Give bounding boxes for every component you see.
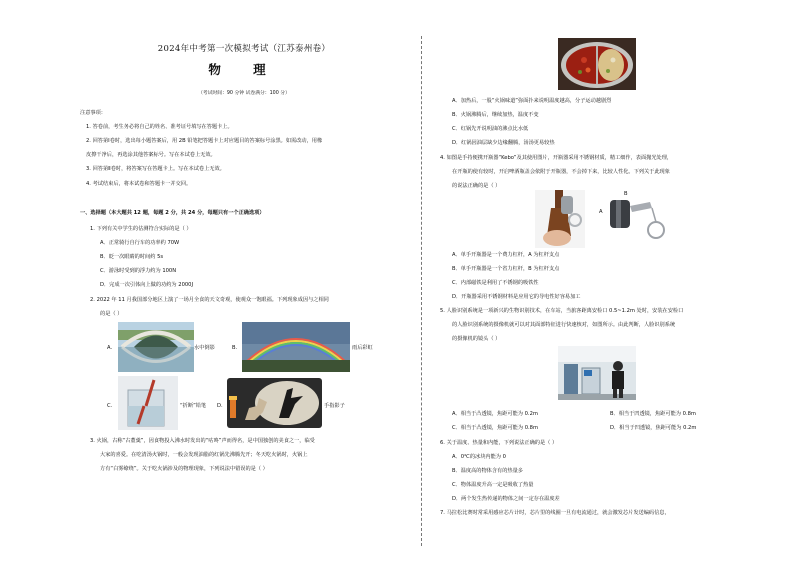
- bottle-opener-diagram: [606, 196, 666, 242]
- question-3-option-a: A．加热后，一股“火锅味道”弥面扑来说明温度越高，分子运动越剧烈: [452, 98, 612, 104]
- exam-title: 2024年中考第一次模拟考试（江苏泰州卷）: [157, 44, 331, 54]
- hand-shadow-image: [227, 378, 322, 428]
- question-3-line: 大家的喜爱。在吃清汤火锅时，一般会发现油脂的红锅先沸腾先开；冬天吃火锅时，火锅上: [100, 452, 308, 458]
- note-item: 1. 答卷前，考生务必将自己的姓名、准考证号填写在答题卡上。: [86, 124, 233, 130]
- pencil-in-glass-image: [118, 376, 178, 430]
- question-2-option-a: A.: [107, 345, 113, 351]
- question-1-stem: 1. 下列有关中学生的估测符合实际的是（ ）: [90, 226, 192, 232]
- question-6-stem: 6. 关于温度、热量和内能，下列说法正确的是（ ）: [440, 440, 558, 446]
- note-item: 3. 回答第Ⅱ卷时，将答案写在答题卡上。写在本试卷上无效。: [86, 166, 225, 172]
- question-1-option-d: D．完成一次引体向上做的功约为 2000J: [100, 282, 194, 288]
- question-3-line: 3. 火锅，古称“古董羹”，因食物投入沸水时发出的“咕咚”声而得名，是中国独创的美食之一，临受: [90, 438, 315, 444]
- bottle-opener-photo: [535, 190, 585, 248]
- question-1-option-b: B．眨一次眼睛的时间约 5s: [100, 254, 164, 260]
- exam-meta: （考试时间：90 分钟 试卷满分：100 分）: [198, 91, 290, 96]
- question-3-line: 方有“白雾缭绕”。关于吃火锅涉及的物理现象，下列说法中错误的是（ ）: [100, 466, 268, 472]
- question-5-line: 的人脸识别系统的摄像机就可以对其面部特征进行快速核对，如图所示。由此判断，人脸识别系统: [452, 322, 676, 328]
- question-5-option-b: B．相当于凹透镜，焦距可能为 0.8m: [610, 411, 696, 417]
- question-5-line: 的摄像机的镜头（ ）: [452, 336, 501, 342]
- question-6-option-b: B．温度高的物体含有的热量多: [452, 468, 523, 474]
- question-4-option-b: B．单手开瓶器是一个省力杠杆，B 为杠杆支点: [452, 266, 560, 272]
- question-2-option-d: D.: [217, 403, 223, 409]
- hotpot-image: [558, 38, 636, 90]
- subject-title: 物 理: [208, 62, 280, 77]
- question-1-option-a: A．正常骑行自行车的功率约 70W: [100, 240, 180, 246]
- question-3-option-d: D．红锅因油层缺少边缘翻腾，汤汤更易较热: [452, 140, 555, 146]
- question-2-label-a: 水中倒影: [194, 345, 215, 351]
- question-5-line: 5. 人脸识别系统是一项新兴的生物识别技术，在车站，当旅客距离安检口 0.5~1.2m 处时，安装在安检口: [440, 308, 684, 314]
- note-item: 2. 回答第Ⅰ卷时，选出每小题答案后，用 2B 铅笔把答题卡上对应题目的答案标号涂黑。如需改动，用橡: [86, 138, 323, 144]
- question-3-option-c: C．红锅先开说明油的沸点比水低: [452, 126, 529, 132]
- question-4-line: 的说法正确的是（ ）: [452, 183, 501, 189]
- question-7-stem: 7. 马拉松比赛时常采用感应芯片计时，芯片里的线圈一旦有电流通过，就会激发芯片发送编码信息，: [440, 510, 670, 516]
- section-heading: 一、选择题（本大题共 12 题，每题 2 分，共 24 分，每题只有一个正确选项）: [80, 210, 265, 216]
- question-4-option-c: C．内部磁铁是利用了不锈钢的吸铁性: [452, 280, 539, 286]
- note-item: 4. 考试结束后，将本试卷和答题卡一并交回。: [86, 181, 192, 187]
- notes-heading: 注意事项：: [80, 110, 106, 116]
- question-2-label-c: “折断”铅笔: [180, 403, 207, 409]
- question-1-option-c: C．游泳时受到的浮力约为 100N: [100, 268, 177, 274]
- note-item: 皮擦干净后，再选涂其他答案标号。写在本试卷上无效。: [86, 152, 216, 158]
- question-2-stem: 2. 2022 年 11 月我国部分地区上演了一场月全食的天文奇观，使观众一饱眼福。下列现象成因与之相同: [90, 297, 329, 303]
- rainbow-image: [242, 322, 350, 372]
- question-6-option-d: D．两个发生热传递的物体之间一定存在温度差: [452, 496, 560, 502]
- question-4-option-d: D．开瓶器采用不锈钢材料是应用它的导电性好容易加工: [452, 294, 581, 300]
- bridge-reflection-image: [118, 322, 194, 372]
- column-divider: [421, 36, 422, 546]
- question-2-label-b: 雨后彩虹: [352, 345, 373, 351]
- question-5-option-d: D．相当于凹透镜，焦距可能为 0.2m: [610, 425, 697, 431]
- question-6-option-a: A．0℃的冰块内能为 0: [452, 454, 506, 460]
- opener-label-b: B: [624, 191, 628, 197]
- question-6-option-c: C．物体温度升高一定是吸收了热量: [452, 482, 534, 488]
- face-recognition-gate-photo: [558, 346, 636, 400]
- question-5-option-a: A．相当于凸透镜，焦距可能为 0.2m: [452, 411, 538, 417]
- question-3-option-b: B．火锅沸腾后，继续加热，温度不变: [452, 112, 539, 118]
- opener-label-a: A: [599, 209, 603, 215]
- question-2-option-b: B.: [232, 345, 238, 351]
- question-2-stem-cont: 的是（ ）: [100, 311, 123, 317]
- question-4-line: 在开瓶的使有较时，开启啤酒瓶盖会依附于开瓶器，不会掉下来，比较人性化。下列关于此现象: [452, 169, 670, 175]
- question-4-line: 4. 如图是手持便携开瓶器“Kebo”及其使用图片，开瓶器采用不锈钢材质，精工细作，表面抛光处理，: [440, 155, 673, 161]
- question-5-option-c: C．相当于凸透镜，焦距可能为 0.8m: [452, 425, 539, 431]
- question-2-option-c: C.: [107, 403, 113, 409]
- question-2-label-d: 手指影子: [324, 403, 345, 409]
- question-4-option-a: A．单手开瓶器是一个费力杠杆，A 为杠杆支点: [452, 252, 560, 258]
